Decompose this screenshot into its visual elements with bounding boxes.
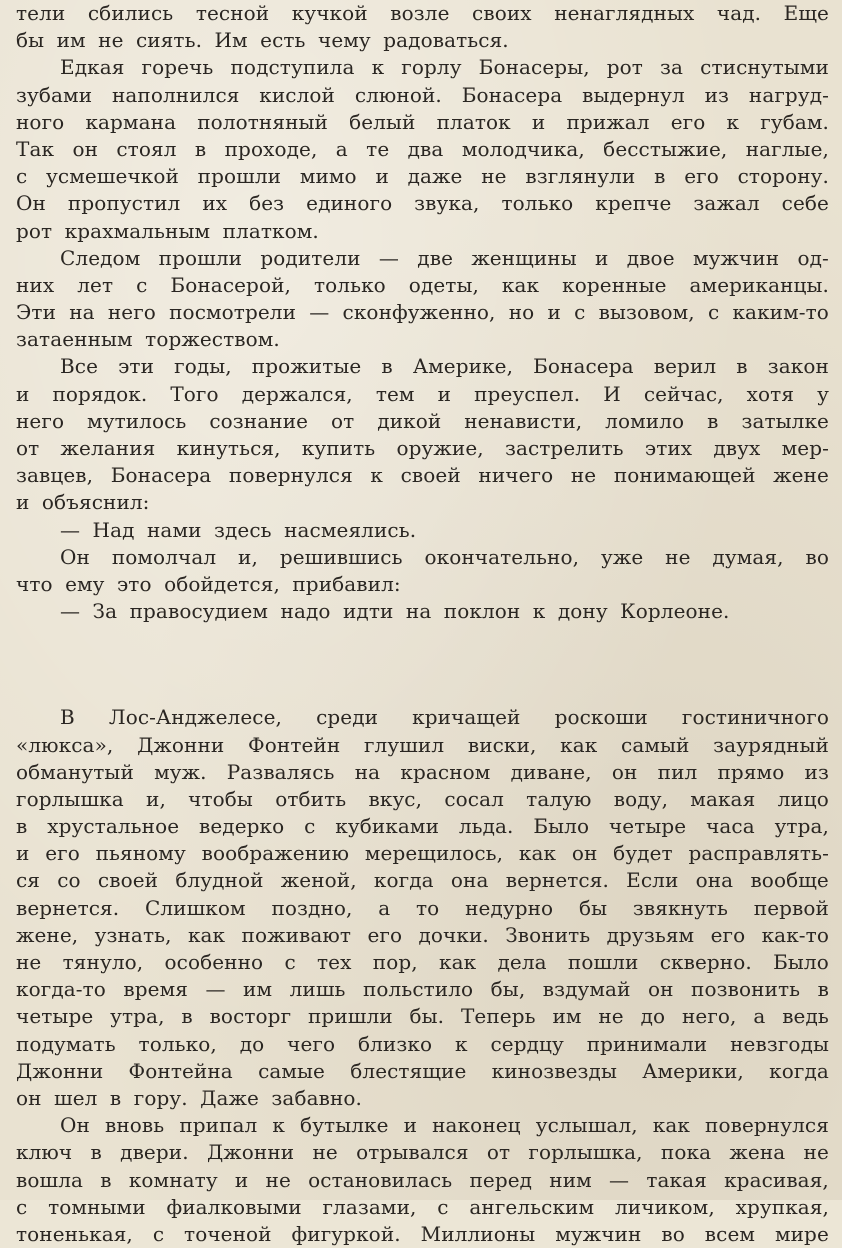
text-line: Так он стоял в проходе, а те два молодчика, бесстыжие, наглые, [16, 136, 829, 161]
paragraph [16, 0, 829, 54]
text-line: зубами наполнился кислой слюной. Бонасера выдернул из нагруд- [16, 82, 829, 107]
text-line: них лет с Бонасерой, только одеты, как коренные американцы. [16, 272, 829, 297]
paragraph [16, 245, 829, 354]
text-line: горлышка и, чтобы отбить вкус, сосал талую воду, макая лицо [16, 786, 829, 811]
text-line: и порядок. Того держался, тем и преуспел. И сейчас, хотя у [16, 381, 829, 406]
section-break [16, 625, 829, 704]
text-column [16, 0, 829, 1248]
text-line: с томными фиалковыми глазами, с ангельским личиком, хрупкая, [16, 1194, 829, 1219]
text-line: Едкая горечь подступила к горлу Бонасеры, рот за стиснутыми [60, 55, 829, 80]
text-line: Следом прошли родители — две женщины и двое мужчин од- [60, 245, 829, 270]
text-line: и его пьяному воображению мерещилось, как он будет расправлять- [16, 841, 829, 866]
paragraph [16, 704, 829, 1112]
text-line: вернется. Слишком поздно, а то недурно бы звякнуть первой [16, 895, 829, 920]
text-line: ключ в двери. Джонни не отрывался от горлышка, пока жена не [16, 1140, 829, 1165]
text-line: от желания кинуться, купить оружие, застрелить этих двух мер- [16, 436, 829, 460]
text-line: В Лос-Анджелесе, среди кричащей роскоши гостиничного [60, 705, 829, 730]
text-line: затаенным торжеством. [16, 327, 280, 352]
text-line: обманутый муж. Развалясь на красном диване, он пил прямо из [16, 759, 829, 784]
paragraph [16, 598, 829, 625]
text-line: тоненькая, с точеной фигуркой. Миллионы мужчин во всем мире [16, 1221, 829, 1246]
text-line: — За правосудием надо идти на поклон к дону Корлеоне. [60, 599, 730, 624]
text-line: когда-то время — им лишь польстило бы, вздумай он позвонить в [16, 977, 829, 1002]
text-line: Джонни Фонтейна самые блестящие кинозвезды Америки, когда [16, 1058, 829, 1083]
text-line: с усмешечкой прошли мимо и даже не взглянули в его сторону. [16, 164, 829, 189]
text-line: ного кармана полотняный белый платок и прижал его к губам. [16, 109, 829, 134]
text-line: Все эти годы, прожитые в Америке, Бонасера верил в закон [60, 354, 829, 379]
text-line: он шел в гору. Даже забавно. [16, 1085, 363, 1110]
text-line: жене, узнать, как поживают его дочки. Звонить друзьям его как-то [16, 922, 829, 947]
text-line: завцев, Бонасера повернулся к своей ничего не понимающей жене [16, 463, 829, 488]
text-line: него мутилось сознание от дикой ненависти, ломило в затылке [16, 408, 829, 433]
text-line: подумать только, до чего близко к сердцу принимали невзгоды [16, 1031, 829, 1056]
paragraph [16, 353, 829, 516]
text-line: бы им не сиять. Им есть чему радоваться. [16, 28, 509, 53]
text-line: что ему это обойдется, прибавил: [16, 571, 401, 596]
text-line: вошла в комнату и не остановилась перед ним — такая красивая, [16, 1167, 829, 1192]
text-line: ся со своей блудной женой, когда она вернется. Если она вообще [16, 868, 829, 893]
text-line: четыре утра, в восторг пришли бы. Теперь им не до него, а ведь [16, 1004, 829, 1029]
text-line: Он помолчал и, решившись окончательно, уже не думая, во [60, 544, 829, 569]
text-line: Эти на него посмотрели — сконфуженно, но и с вызовом, с каким-то [16, 300, 829, 325]
text-line: и объяснил: [16, 490, 150, 515]
paragraph [16, 544, 829, 598]
paragraph [16, 1112, 829, 1248]
paragraph [16, 54, 829, 244]
text-line: не тянуло, особенно с тех пор, как дела пошли скверно. Было [16, 950, 829, 974]
text-line: тели сбились тесной кучкой возле своих ненаглядных чад. Еще [16, 1, 829, 25]
text-line: Он вновь припал к бутылке и наконец услышал, как повернулся [60, 1113, 829, 1138]
text-line: — Над нами здесь насмеялись. [60, 517, 417, 542]
text-line: Он пропустил их без единого звука, только крепче зажал себе [16, 191, 829, 216]
text-line: в хрустальное ведерко с кубиками льда. Было четыре часа утра, [16, 814, 829, 839]
text-line: «люкса», Джонни Фонтейн глушил виски, как самый заурядный [16, 732, 829, 757]
text-line: рот крахмальным платком. [16, 218, 319, 243]
paragraph [16, 517, 829, 544]
